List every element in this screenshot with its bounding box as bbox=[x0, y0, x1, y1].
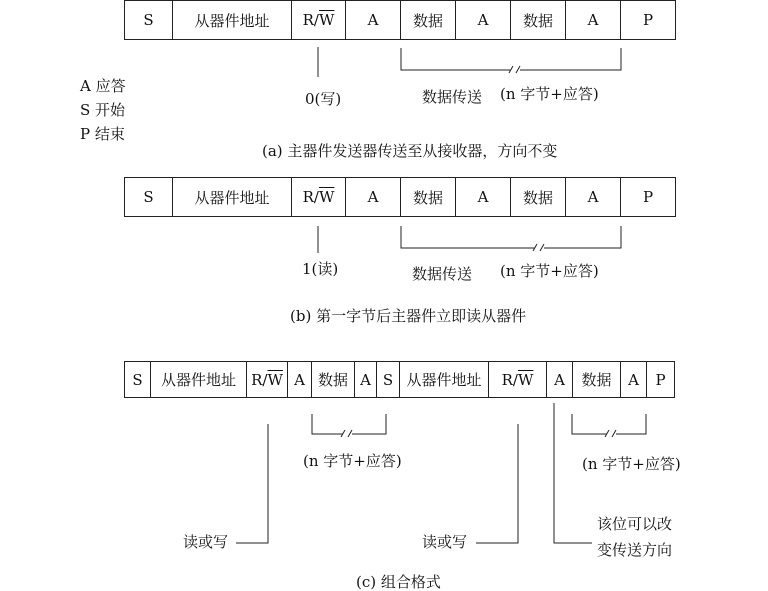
frame-a-bytes-label: (n 字节+应答) bbox=[500, 85, 599, 103]
frame-a-ack-1: A bbox=[345, 0, 401, 40]
frame-a-slave-address: 从器件地址 bbox=[172, 0, 292, 40]
frame-c-dir-note-line1: 该位可以改 bbox=[597, 515, 673, 533]
frame-c-bytes-label-2: (n 字节+应答) bbox=[582, 455, 681, 473]
frame-c-dir-leader bbox=[554, 403, 592, 543]
frame-c-dir-note-line2: 变传送方向 bbox=[597, 541, 673, 559]
legend-start: S 开始 bbox=[80, 101, 126, 119]
frame-b-rw-prefix: R/ bbox=[302, 188, 319, 206]
frame-c-slave-address-1: 从器件地址 bbox=[150, 361, 247, 398]
frame-b-data-2: 数据 bbox=[510, 177, 566, 217]
frame-b-start: S bbox=[124, 177, 173, 217]
frame-c-rw-prefix-1: R/ bbox=[251, 370, 268, 389]
frame-a-rw-value: 0(写) bbox=[305, 90, 342, 108]
frame-a-data-1: 数据 bbox=[400, 0, 456, 40]
frame-c-rw-note-1: 读或写 bbox=[183, 533, 229, 551]
frame-b-slave-address: 从器件地址 bbox=[172, 177, 292, 217]
legend-ack: A 应答 bbox=[80, 77, 126, 95]
frame-a-rw-prefix: R/ bbox=[302, 11, 319, 29]
frame-b-data-bracket bbox=[401, 226, 621, 248]
frame-c-rw-leader-2 bbox=[476, 424, 518, 543]
frame-a-data-2: 数据 bbox=[510, 0, 566, 40]
frame-c-data-2: 数据 bbox=[572, 361, 621, 398]
frame-a-ack-2: A bbox=[455, 0, 511, 40]
frame-c-bytes-label-1: (n 字节+应答) bbox=[303, 452, 402, 470]
frame-b-ack-3: A bbox=[565, 177, 621, 217]
frame-b-ack-1: A bbox=[345, 177, 401, 217]
frame-b-rw-value: 1(读) bbox=[302, 260, 339, 278]
frame-a-stop: P bbox=[620, 0, 676, 40]
frame-a-caption: (a) 主器件发送器传送至从接收器，方向不变 bbox=[262, 142, 558, 160]
frame-c-ack-3: A bbox=[546, 361, 573, 398]
frame-c-rw-note-2: 读或写 bbox=[422, 533, 468, 551]
frame-a-ack-3: A bbox=[565, 0, 621, 40]
frame-b-ack-2: A bbox=[455, 177, 511, 217]
frame-b-rw-bar: $\overline{W}$ bbox=[318, 188, 335, 206]
frame-c-ack-1: A bbox=[287, 361, 312, 398]
frame-c-stop: P bbox=[646, 361, 675, 398]
frame-a-start: S bbox=[124, 0, 173, 40]
frame-c-ack-2: A bbox=[354, 361, 377, 398]
frame-c-rw-bar-1: $\overline{W}$ bbox=[267, 370, 283, 389]
frame-c-rw-bar-2: $\overline{W}$ bbox=[517, 370, 534, 389]
frame-c-start-1: S bbox=[124, 361, 151, 398]
frame-b-stop: P bbox=[620, 177, 676, 217]
frame-b-caption: (b) 第一字节后主器件立即读从器件 bbox=[290, 307, 527, 325]
frame-c-slave-address-2: 从器件地址 bbox=[399, 361, 489, 398]
frame-c-caption: (c) 组合格式 bbox=[356, 573, 441, 591]
legend-stop: P 结束 bbox=[80, 125, 125, 143]
frame-c-rw-prefix-2: R/ bbox=[501, 370, 518, 389]
break-marks bbox=[341, 66, 616, 438]
frame-c-start-2: S bbox=[376, 361, 400, 398]
frame-b-bytes-label: (n 字节+应答) bbox=[500, 262, 599, 280]
frame-b-data-label: 数据传送 bbox=[412, 265, 473, 283]
frame-b-data-1: 数据 bbox=[400, 177, 456, 217]
frame-c-ack-4: A bbox=[620, 361, 647, 398]
frame-a-data-label: 数据传送 bbox=[422, 88, 483, 106]
frame-c-rw-leader-1 bbox=[236, 424, 268, 543]
frame-a-rw-bar: $\overline{W}$ bbox=[318, 11, 335, 29]
frame-c-data-1: 数据 bbox=[311, 361, 355, 398]
